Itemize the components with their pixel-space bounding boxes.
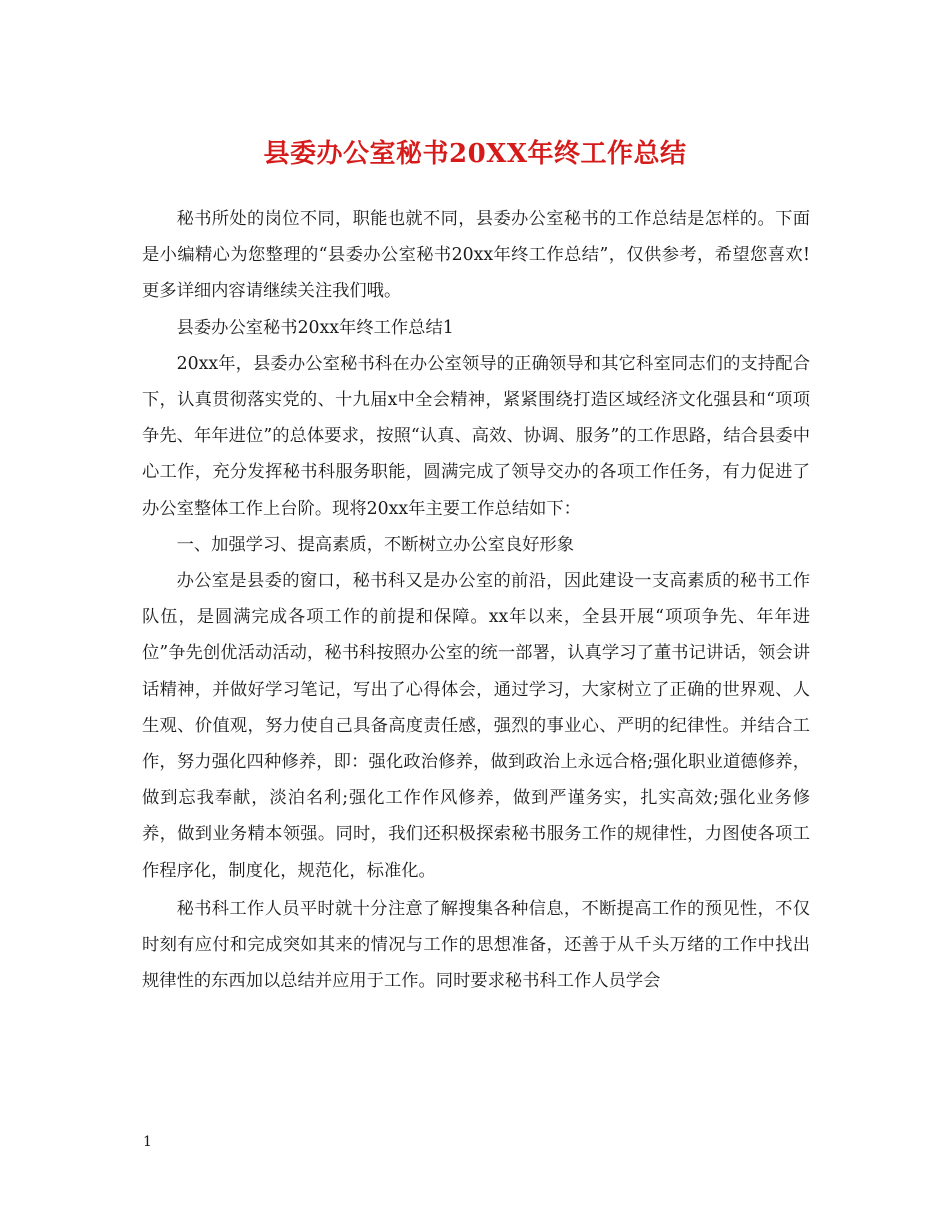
page-number: 1: [143, 1134, 152, 1150]
information-paragraph: 秘书科工作人员平时就十分注意了解搜集各种信息，不断提高工作的预见性，不仅时刻有应付和完成突如其来的情况与工作的思想准备，还善于从千头万绪的工作中找出规律性的东西加以总结并应用于工作。同时要求秘书科工作人员学会: [142, 898, 810, 992]
document-title: 县委办公室秘书20XX年终工作总结: [263, 139, 687, 169]
section-heading-summary-1: 县委办公室秘书20xx年终工作总结1: [176, 317, 454, 338]
study-paragraph: 办公室是县委的窗口，秘书科又是办公室的前沿，因此建设一支高素质的秘书工作队伍，是圆满完成各项工作的前提和保障。xx年以来，全县开展“项项争先、年年进位”争先创优活动活动，秘书科按照办公室的统一部署，认真学习了董书记讲话，领会讲话精神，并做好学习笔记，写出了心得体会，通过学习，大家树立了正确的世界观、人生观、价值观，努力使自己具备高度责任感，强烈的事业心、严明的纪律性。并结合工作，努力强化四种修养，即：强化政治修养，做到政治上永远合格;强化职业道德修养，做到忘我奉献，淡泊名利;强化工作作风修养，做到严谨务实，扎实高效;强化业务修养，做到业务精本领强。同时，我们还积极探索秘书服务工作的规律性，力图使各项工作程序化，制度化，规范化，标准化。: [142, 571, 810, 881]
document-body: [142, 201, 810, 999]
intro-paragraph: 秘书所处的岗位不同，职能也就不同，县委办公室秘书的工作总结是怎样的。下面是小编精心为您整理的“县委办公室秘书20xx年终工作总结”，仅供参考，希望您喜欢!更多详细内容请继续关注我们哦。: [142, 209, 810, 302]
section-heading-1: 一、加强学习、提高素质，不断树立办公室良好形象: [176, 534, 575, 555]
overview-paragraph: 20xx年，县委办公室秘书科在办公室领导的正确领导和其它科室同志们的支持配合下，认真贯彻落实党的、十九届x中全会精神，紧紧围绕打造区域经济文化强县和“项项争先、年年进位”的总体要求，按照“认真、高效、协调、服务”的工作思路，结合县委中心工作，充分发挥秘书科服务职能，圆满完成了领导交办的各项工作任务，有力促进了办公室整体工作上台阶。现将20xx年主要工作总结如下：: [142, 353, 810, 519]
